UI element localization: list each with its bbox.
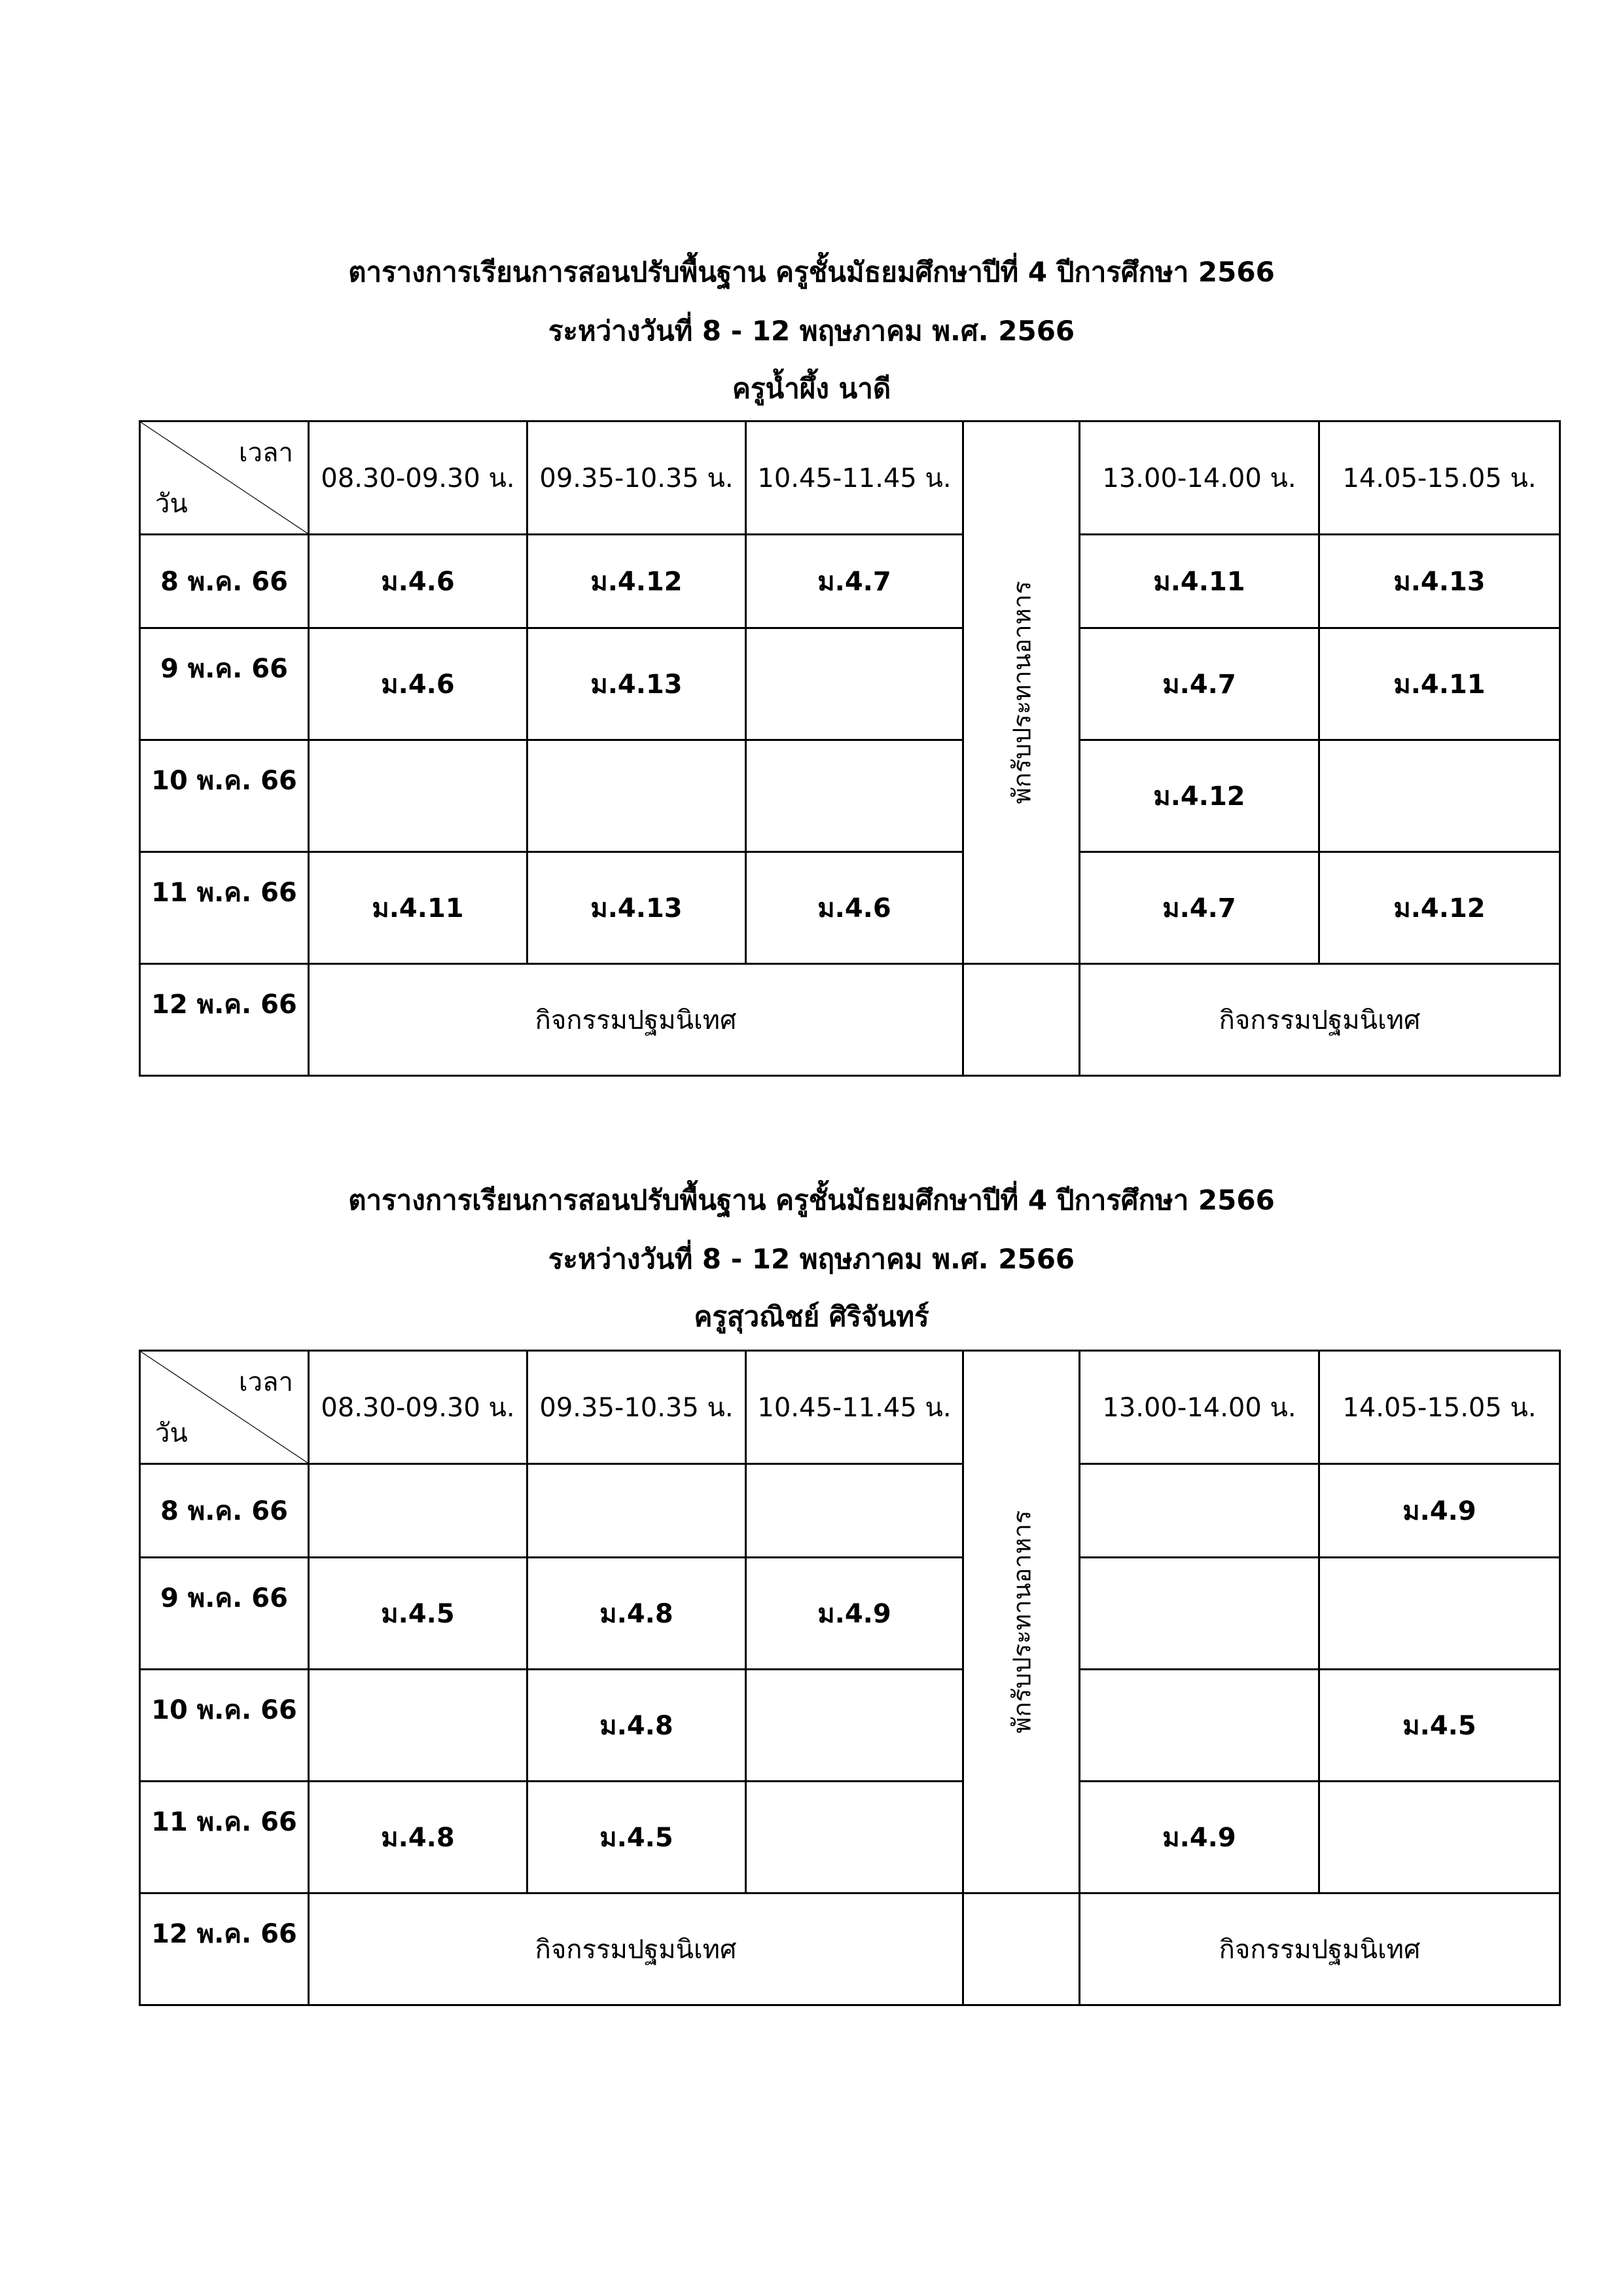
empty-cell (963, 964, 1080, 1076)
class-cell: ม.4.9 (746, 1558, 963, 1670)
lunch-break-label: พักรับประทานอาหาร (1007, 1510, 1036, 1734)
corner-day-label: วัน (155, 1418, 188, 1448)
schedule-title: ตารางการเรียนการสอนปรับพื้นฐาน ครูชั้นมัธยมศึกษาปีที่ 4 ปีการศึกษา 2566 (348, 256, 1275, 288)
day-cell: 10 พ.ค. 66 (140, 740, 309, 852)
orientation-afternoon-cell: กิจกรรมปฐมนิเทศ (1080, 1893, 1560, 2005)
class-cell: ม.4.8 (527, 1670, 746, 1782)
lunch-break-cell (963, 1351, 1080, 1893)
class-cell: ม.4.7 (746, 535, 963, 628)
table-row (140, 964, 1560, 1076)
class-cell (527, 740, 746, 852)
class-cell: ม.4.9 (1080, 1782, 1319, 1893)
class-cell: ม.4.6 (746, 852, 963, 964)
class-cell: ม.4.13 (527, 852, 746, 964)
class-cell: ม.4.13 (1319, 535, 1560, 628)
class-cell (527, 1464, 746, 1558)
orientation-afternoon-cell: กิจกรรมปฐมนิเทศ (1080, 964, 1560, 1076)
class-cell (1080, 1558, 1319, 1670)
class-cell: ม.4.7 (1080, 628, 1319, 740)
time-header: 13.00-14.00 น. (1080, 422, 1319, 535)
class-cell (746, 1464, 963, 1558)
class-cell: ม.4.11 (1080, 535, 1319, 628)
day-cell: 9 พ.ค. 66 (140, 628, 309, 740)
table-row (140, 1893, 1560, 2005)
class-cell (1080, 1464, 1319, 1558)
orientation-morning-cell: กิจกรรมปฐมนิเทศ (309, 1893, 963, 2005)
lunch-break-label: พักรับประทานอาหาร (1007, 581, 1036, 804)
time-header: 09.35-10.35 น. (527, 422, 746, 535)
time-header: 08.30-09.30 น. (309, 422, 527, 535)
day-cell: 12 พ.ค. 66 (140, 1893, 309, 2005)
class-cell: ม.4.11 (1319, 628, 1560, 740)
empty-cell (963, 1893, 1080, 2005)
class-cell (746, 1670, 963, 1782)
class-cell (309, 740, 527, 852)
class-cell (1319, 740, 1560, 852)
class-cell: ม.4.13 (527, 628, 746, 740)
class-cell (1080, 1670, 1319, 1782)
class-cell (1319, 1558, 1560, 1670)
class-cell: ม.4.12 (1080, 740, 1319, 852)
teacher-name: ครูสุวณิชย์ ศิริจันทร์ (694, 1300, 929, 1333)
class-cell (309, 1670, 527, 1782)
corner-cell (140, 422, 309, 535)
class-cell: ม.4.6 (309, 628, 527, 740)
class-cell: ม.4.8 (309, 1782, 527, 1893)
corner-time-label: เวลา (238, 1367, 293, 1397)
class-cell (746, 628, 963, 740)
day-cell: 8 พ.ค. 66 (140, 535, 309, 628)
day-cell: 11 พ.ค. 66 (140, 852, 309, 964)
day-cell: 8 พ.ค. 66 (140, 1464, 309, 1558)
class-cell: ม.4.12 (1319, 852, 1560, 964)
time-header: 10.45-11.45 น. (746, 422, 963, 535)
day-cell: 9 พ.ค. 66 (140, 1558, 309, 1670)
table-row (140, 852, 1560, 964)
table-row (140, 628, 1560, 740)
header-row (140, 422, 1560, 535)
class-cell: ม.4.9 (1319, 1464, 1560, 1558)
schedule-table (139, 420, 1561, 1077)
time-header: 14.05-15.05 น. (1319, 1351, 1560, 1464)
schedule-table (139, 1350, 1561, 2006)
class-cell (309, 1464, 527, 1558)
table-row (140, 1782, 1560, 1893)
lunch-break-cell (963, 422, 1080, 964)
corner-time-label: เวลา (238, 438, 293, 468)
day-cell: 11 พ.ค. 66 (140, 1782, 309, 1893)
table-row (140, 740, 1560, 852)
schedule-period: ระหว่างวันที่ 8 - 12 พฤษภาคม พ.ศ. 2566 (548, 315, 1075, 347)
time-header: 08.30-09.30 น. (309, 1351, 527, 1464)
class-cell: ม.4.7 (1080, 852, 1319, 964)
class-cell: ม.4.11 (309, 852, 527, 964)
class-cell (746, 740, 963, 852)
table-row (140, 1670, 1560, 1782)
corner-cell (140, 1351, 309, 1464)
table-row (140, 1558, 1560, 1670)
day-cell: 12 พ.ค. 66 (140, 964, 309, 1076)
header-row (140, 1351, 1560, 1464)
class-cell: ม.4.5 (1319, 1670, 1560, 1782)
time-header: 13.00-14.00 น. (1080, 1351, 1319, 1464)
class-cell: ม.4.5 (527, 1782, 746, 1893)
class-cell: ม.4.12 (527, 535, 746, 628)
class-cell: ม.4.8 (527, 1558, 746, 1670)
class-cell (746, 1782, 963, 1893)
schedule-title: ตารางการเรียนการสอนปรับพื้นฐาน ครูชั้นมัธยมศึกษาปีที่ 4 ปีการศึกษา 2566 (348, 1184, 1275, 1216)
time-header: 09.35-10.35 น. (527, 1351, 746, 1464)
table-row (140, 535, 1560, 628)
time-header: 10.45-11.45 น. (746, 1351, 963, 1464)
class-cell (1319, 1782, 1560, 1893)
corner-day-label: วัน (155, 489, 188, 519)
table-row (140, 1464, 1560, 1558)
teacher-name: ครูน้ำผึ้ง นาดี (732, 372, 891, 404)
orientation-morning-cell: กิจกรรมปฐมนิเทศ (309, 964, 963, 1076)
schedule-period: ระหว่างวันที่ 8 - 12 พฤษภาคม พ.ศ. 2566 (548, 1243, 1075, 1275)
day-cell: 10 พ.ค. 66 (140, 1670, 309, 1782)
class-cell: ม.4.6 (309, 535, 527, 628)
class-cell: ม.4.5 (309, 1558, 527, 1670)
time-header: 14.05-15.05 น. (1319, 422, 1560, 535)
